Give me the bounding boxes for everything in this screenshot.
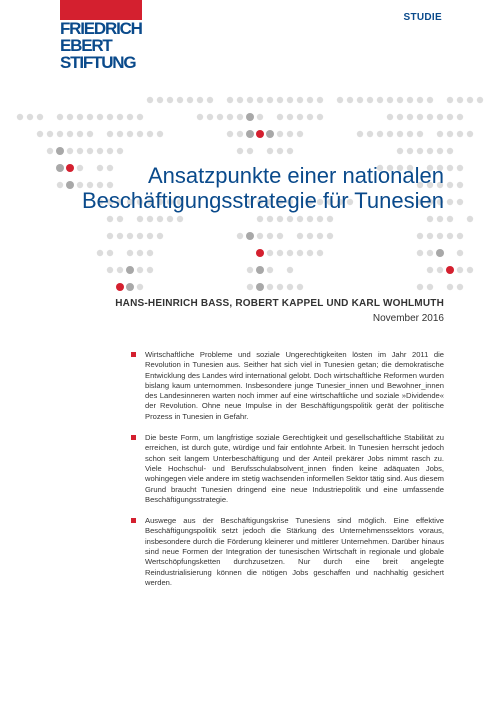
map-dot [377,97,383,103]
map-dot [246,113,254,121]
study-label: STUDIE [403,12,442,23]
map-dot [127,250,133,256]
map-dot [457,233,463,239]
map-dot [147,97,153,103]
map-dot [207,114,213,120]
map-dot [447,97,453,103]
map-dot [427,114,433,120]
map-dot [437,148,443,154]
map-dot [397,148,403,154]
map-dot [277,114,283,120]
map-dot [247,284,253,290]
map-dot [287,284,293,290]
map-dot [167,97,173,103]
map-dot [147,131,153,137]
map-dot [447,114,453,120]
map-dot [337,97,343,103]
square-bullet-icon [131,352,136,357]
map-dot [227,131,233,137]
map-dot [147,250,153,256]
map-dot [147,216,153,222]
map-dot [227,97,233,103]
map-dot [387,114,393,120]
map-dot [417,233,423,239]
map-dot [257,114,263,120]
map-dot [266,130,274,138]
map-dot [407,114,413,120]
map-dot [436,249,444,257]
map-dot [287,148,293,154]
map-dot [256,266,264,274]
map-dot [417,148,423,154]
map-dot [427,284,433,290]
map-dot [357,131,363,137]
map-dot [407,131,413,137]
map-dot [177,216,183,222]
map-dot [227,114,233,120]
map-dot [107,131,113,137]
map-dot [47,131,53,137]
map-dot [256,283,264,291]
map-dot [126,283,134,291]
map-dot [137,131,143,137]
map-dot [117,233,123,239]
page-title [64,163,444,213]
map-dot [297,114,303,120]
map-dot [267,250,273,256]
map-dot [157,131,163,137]
map-dot [87,148,93,154]
map-dot [297,250,303,256]
map-dot [267,233,273,239]
map-dot [117,267,123,273]
map-dot [307,114,313,120]
map-dot [447,233,453,239]
logo-red-bar [60,0,142,20]
map-dot-highlight [116,283,124,291]
map-dot [417,97,423,103]
summary-item [126,350,444,422]
map-dot [56,164,64,172]
map-dot [147,267,153,273]
map-dot [37,131,43,137]
map-dot [246,130,254,138]
map-dot [297,97,303,103]
map-dot [267,267,273,273]
map-dot [247,267,253,273]
map-dot [37,114,43,120]
map-dot [117,148,123,154]
map-dot [237,233,243,239]
summary-list [126,350,444,599]
map-dot [457,182,463,188]
title-line-1: Ansatzpunkte einer nationalen [148,163,444,188]
map-dot [97,148,103,154]
map-dot [257,216,263,222]
map-dot [307,250,313,256]
map-dot [187,97,193,103]
map-dot [457,267,463,273]
map-dot [277,250,283,256]
map-dot [457,199,463,205]
map-dot [387,131,393,137]
map-dot [267,216,273,222]
map-dot [357,97,363,103]
logo-line-3: STIFTUNG [60,53,136,72]
map-dot [367,131,373,137]
map-dot [417,131,423,137]
map-dot [417,114,423,120]
map-dot [317,114,323,120]
map-dot [157,233,163,239]
summary-text: Die beste Form, um langfristige soziale Gerechtigkeit und gesellschaftliche Stabilität zu erreichen, ist durch gute, würdige und fair entlohnte Arbeit. In Tunesien herrscht jedoch schon seit langem Unterbeschäftigung und der Anteil prekärer Jobs nimmt rasch zu. Viele Hochschul- und Berufsschulabsolvent_innen finden keine adäquaten Jobs, wohingegen viele andere im stetig wachsenden informellen Sektor tätig sind. Aus diesem Grund braucht Tunesien dringend eine neue Industriepolitik und eine umfassende Beschäftigungsstrategie. [145,433,444,504]
map-dot [427,216,433,222]
title-line-2: Beschäftigungsstrategie für Tunesien [81,188,444,213]
map-dot [107,114,113,120]
map-dot-highlight [446,266,454,274]
map-dot [427,148,433,154]
map-dot [246,232,254,240]
map-dot [137,233,143,239]
map-dot [447,182,453,188]
map-dot [317,97,323,103]
map-dot [97,250,103,256]
summary-text: Wirtschaftliche Probleme und soziale Ungerechtigkeiten lösten im Jahr 2011 die Revolution in Tunesien aus. Seither hat sich viel in Tunesien getan; die demokratische Entwicklung des Landes wird international gelobt. Doch wirtschaftliche Reformen wurden bislang kaum unternommen. Insbesondere junge Tunesier_innen und Bewohner_innen des Landesinneren warten noch immer auf eine wirtschaftliche und soziale »Dividende« der Revolution. Ohne neue Impulse in der Beschäftigungspolitik gerät der politische Prozess in Tunesien in Gefahr. [145,350,444,421]
map-dot [237,131,243,137]
map-dot [277,97,283,103]
map-dot [257,233,263,239]
map-dot [387,97,393,103]
publication-date: November 2016 [372,313,444,324]
map-dot [237,148,243,154]
map-dot [267,148,273,154]
map-dot [457,131,463,137]
map-dot [97,114,103,120]
map-dot [127,233,133,239]
map-dot [57,182,63,188]
map-dot [407,97,413,103]
map-dot [247,97,253,103]
map-dot [27,114,33,120]
map-dot [237,114,243,120]
map-dot [437,233,443,239]
map-dot [207,97,213,103]
map-dot [457,165,463,171]
fes-logo [60,0,146,72]
map-dot [437,114,443,120]
map-dot [287,131,293,137]
map-dot [137,216,143,222]
map-dot [427,250,433,256]
map-dot [77,148,83,154]
map-dot [367,97,373,103]
map-dot [447,148,453,154]
map-dot [447,165,453,171]
map-dot [197,97,203,103]
map-dot [427,233,433,239]
map-dot [417,284,423,290]
map-dot [277,284,283,290]
authors: HANS-HEINRICH BASS, ROBERT KAPPEL UND KARL WOHLMUTH [115,298,444,309]
logo-line-1: FRIEDRICH [60,19,142,38]
map-dot [277,131,283,137]
map-dot [237,97,243,103]
map-dot [287,216,293,222]
map-dot [257,97,263,103]
map-dot [467,267,473,273]
map-dot [56,147,64,155]
map-dot [327,233,333,239]
map-dot [126,266,134,274]
map-dot [287,114,293,120]
map-dot [277,148,283,154]
map-dot [77,114,83,120]
map-dot [157,97,163,103]
map-dot [307,233,313,239]
map-dot [437,131,443,137]
map-dot [157,216,163,222]
map-dot [307,97,313,103]
map-dot [277,233,283,239]
map-dot [117,131,123,137]
map-dot [297,216,303,222]
map-dot [197,114,203,120]
map-dot [267,284,273,290]
map-dot [107,148,113,154]
map-dot [427,267,433,273]
map-dot [317,216,323,222]
map-dot [457,97,463,103]
map-dot-highlight [256,130,264,138]
square-bullet-icon [131,435,136,440]
map-dot [297,284,303,290]
map-dot [377,131,383,137]
map-dot [437,267,443,273]
map-dot [457,284,463,290]
map-dot [317,250,323,256]
map-dot [107,233,113,239]
summary-text: Auswege aus der Beschäftigungskrise Tunesiens sind möglich. Eine effektive Beschäftigungspolitik setzt jedoch die Stärkung des Unternehmenssektors voraus, insbesondere durch die Förderung kleinerer und mittlerer Unternehmen. Darüber hinaus sind neue Formen der Integration der tunesischen Wirtschaft in regionale und globale Wertschöpfungsketten durchzusetzen. Nur durch eine breit angelegte Reindustrialisierung können die nötigen Jobs geschaffen und nachhaltig gesichert werden. [145,516,444,587]
map-dot [447,199,453,205]
map-dot [477,97,483,103]
map-dot [447,216,453,222]
map-dot [217,114,223,120]
map-dot [87,114,93,120]
map-dot [77,131,83,137]
map-dot [397,114,403,120]
map-dot [107,250,113,256]
map-dot [317,233,323,239]
map-dot [297,233,303,239]
square-bullet-icon [131,518,136,523]
map-dot [327,216,333,222]
map-dot [87,131,93,137]
map-dot [307,216,313,222]
map-dot-highlight [256,249,264,257]
map-dot [277,216,283,222]
map-dot [137,284,143,290]
map-dot [67,114,73,120]
map-dot [457,250,463,256]
map-dot [107,267,113,273]
map-dot [447,284,453,290]
summary-item [126,433,444,505]
map-dot [117,216,123,222]
map-dot [427,97,433,103]
map-dot [417,250,423,256]
map-dot [467,97,473,103]
map-dot [287,250,293,256]
map-dot [137,114,143,120]
map-dot [47,148,53,154]
map-dot [57,114,63,120]
summary-item [126,516,444,588]
map-dot [457,114,463,120]
map-dot [407,148,413,154]
map-dot [297,131,303,137]
logo-line-2: EBERT [60,36,112,55]
map-dot [127,131,133,137]
map-dot [67,148,73,154]
map-dot [127,114,133,120]
map-dot [107,216,113,222]
map-dot [177,97,183,103]
map-dot [137,267,143,273]
map-dot [347,97,353,103]
map-dot [17,114,23,120]
map-dot [287,267,293,273]
map-dot [397,131,403,137]
map-dot [247,148,253,154]
map-dot [147,233,153,239]
map-dot [467,216,473,222]
map-dot [447,131,453,137]
map-dot [117,114,123,120]
map-dot [57,131,63,137]
map-dot [167,216,173,222]
map-dot [467,131,473,137]
map-dot [67,131,73,137]
map-dot [137,250,143,256]
map-dot [397,97,403,103]
map-dot [287,97,293,103]
map-dot [437,216,443,222]
map-dot [267,97,273,103]
